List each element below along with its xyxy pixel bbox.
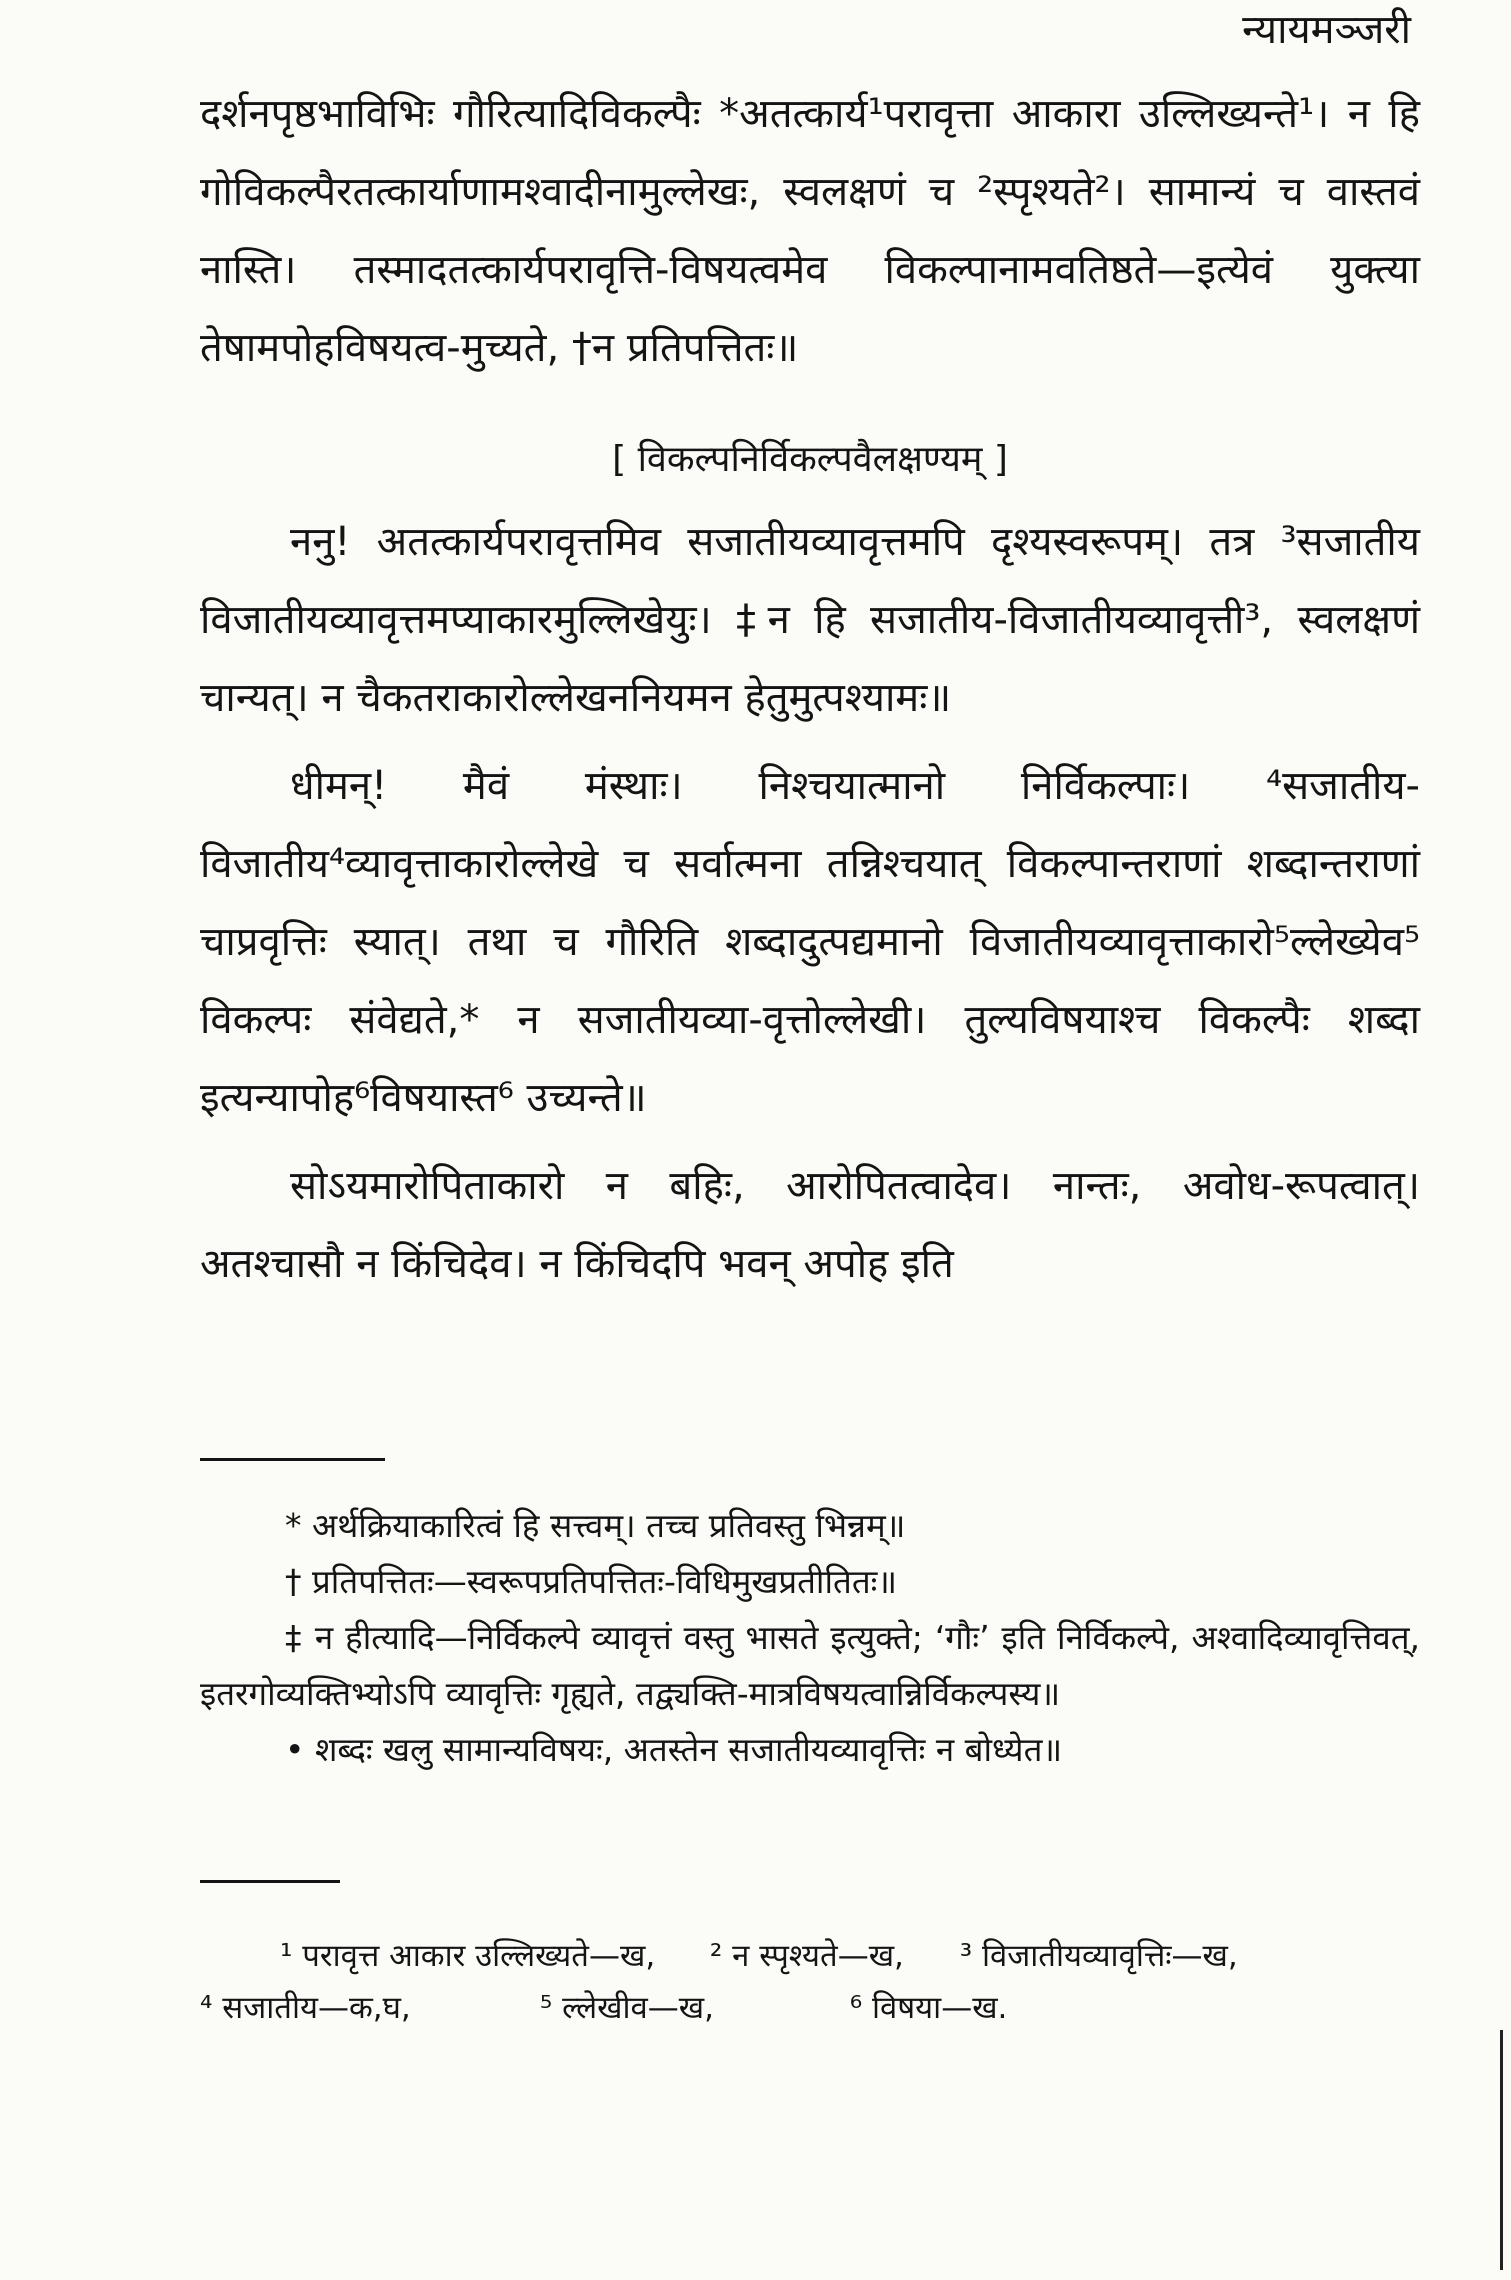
variant-2: ² न स्पृश्यते—ख, (709, 1938, 904, 1974)
commentary-notes (200, 1498, 1420, 1778)
variant-5: ⁵ ल्लेखीव—ख, (539, 1990, 714, 2026)
variant-readings (200, 1930, 1420, 2034)
variants-rule (200, 1880, 340, 1883)
variant-1: ¹ परावृत्त आकार उल्लिख्यते—ख, (280, 1938, 656, 1974)
variant-4: ⁴ सजातीय—क,घ, (200, 1990, 411, 2026)
variant-row-1 (200, 1930, 1420, 1982)
variant-6: ⁶ विषया—ख. (849, 1990, 1008, 2026)
paragraph-4: सोऽयमारोपिताकारो न बहिः, आरोपितत्वादेव। नान्तः, अवोध-रूपत्वात्। अतश्चासौ न किंचिदेव। न किंचिदपि भवन् अपोह इति (200, 1163, 1420, 1287)
paragraph-2: ननु! अतत्कार्यपरावृत्तमिव सजातीयव्यावृत्तमपि दृश्यस्वरूपम्। तत्र ³सजातीय विजातीयव्यावृत्तमप्याकारमुल्लिखेयुः। ‡न हि सजातीय-विजातीयव्यावृत्ती³, स्वलक्षणं चान्यत्। न चैकतराकारोल्लेखननियमन हेतुमुत्पश्यामः॥ (200, 519, 1420, 721)
running-title: न्यायमञ्जरी (1242, 7, 1411, 53)
footnote-bullet: • शब्दः खलु सामान्यविषयः, अतस्तेन सजातीयव्यावृत्तिः न बोध्येत॥ (285, 1730, 1063, 1769)
paragraph-3: धीमन्! मैवं मंस्थाः। निश्चयात्मानो निर्विकल्पाः। ⁴सजातीय-विजातीय⁴व्यावृत्ताकारोल्लेखे च सर्वात्मना तन्निश्चयात् विकल्पान्तराणां शब्दान्तराणां चाप्रवृत्तिः स्यात्। तथा च गौरिति शब्दादुत्पद्यमानो विजातीयव्यावृत्ताकारो⁵ल्लेख्येव⁵ विकल्पः संवेद्यते,* न सजातीयव्या-वृत्तोल्लेखी। तुल्यविषयाश्च विकल्पैः शब्दा इत्यन्यापोह⁶विषयास्त⁶ उच्यन्ते॥ (200, 763, 1420, 1121)
page-edge-mark (1500, 2030, 1503, 2270)
footnote-double-dagger: ‡ न हीत्यादि—निर्विकल्पे व्यावृत्तं वस्तु भासते इत्युक्ते; ‘गौः’ इति निर्विकल्पे, अश्वादिव्यावृत्तिवत्, इतरगोव्यक्तिभ्योऽपि व्यावृत्तिः गृह्यते, तद्व्यक्ति-मात्रविषयत्वान्निर्विकल्पस्य॥ (200, 1618, 1420, 1713)
footnote-asterisk: * अर्थक्रियाकारित्वं हि सत्त्वम्। तच्च प्रतिवस्तु भिन्नम्॥ (285, 1506, 906, 1545)
variant-3: ³ विजातीयव्यावृत्तिः—ख, (959, 1938, 1238, 1974)
section-heading: [ विकल्पनिर्विकल्पवैलक्षण्यम् ] (612, 439, 1008, 480)
paragraph-1: दर्शनपृष्ठभाविभिः गौरित्यादिविकल्पैः *अतत्कार्य¹परावृत्ता आकारा उल्लिख्यन्ते¹। न हि गोविकल्पैरतत्कार्याणामश्वादीनामुल्लेखः, स्वलक्षणं च ²स्पृश्यते²। सामान्यं च वास्तवं नास्ति। तस्मादतत्कार्यपरावृत्ति-विषयत्वमेव विकल्पानामवतिष्ठते—इत्येवं युक्त्या तेषामपोहविषयत्व-मुच्यते, †न प्रतिपत्तितः॥ (200, 91, 1420, 371)
footnote-rule (200, 1458, 385, 1461)
variant-row-2 (200, 1982, 1420, 2034)
footnote-dagger: † प्रतिपत्तितः—स्वरूपप्रतिपत्तितः-विधिमुखप्रतीतितः॥ (285, 1562, 898, 1601)
main-text (200, 75, 1420, 1303)
